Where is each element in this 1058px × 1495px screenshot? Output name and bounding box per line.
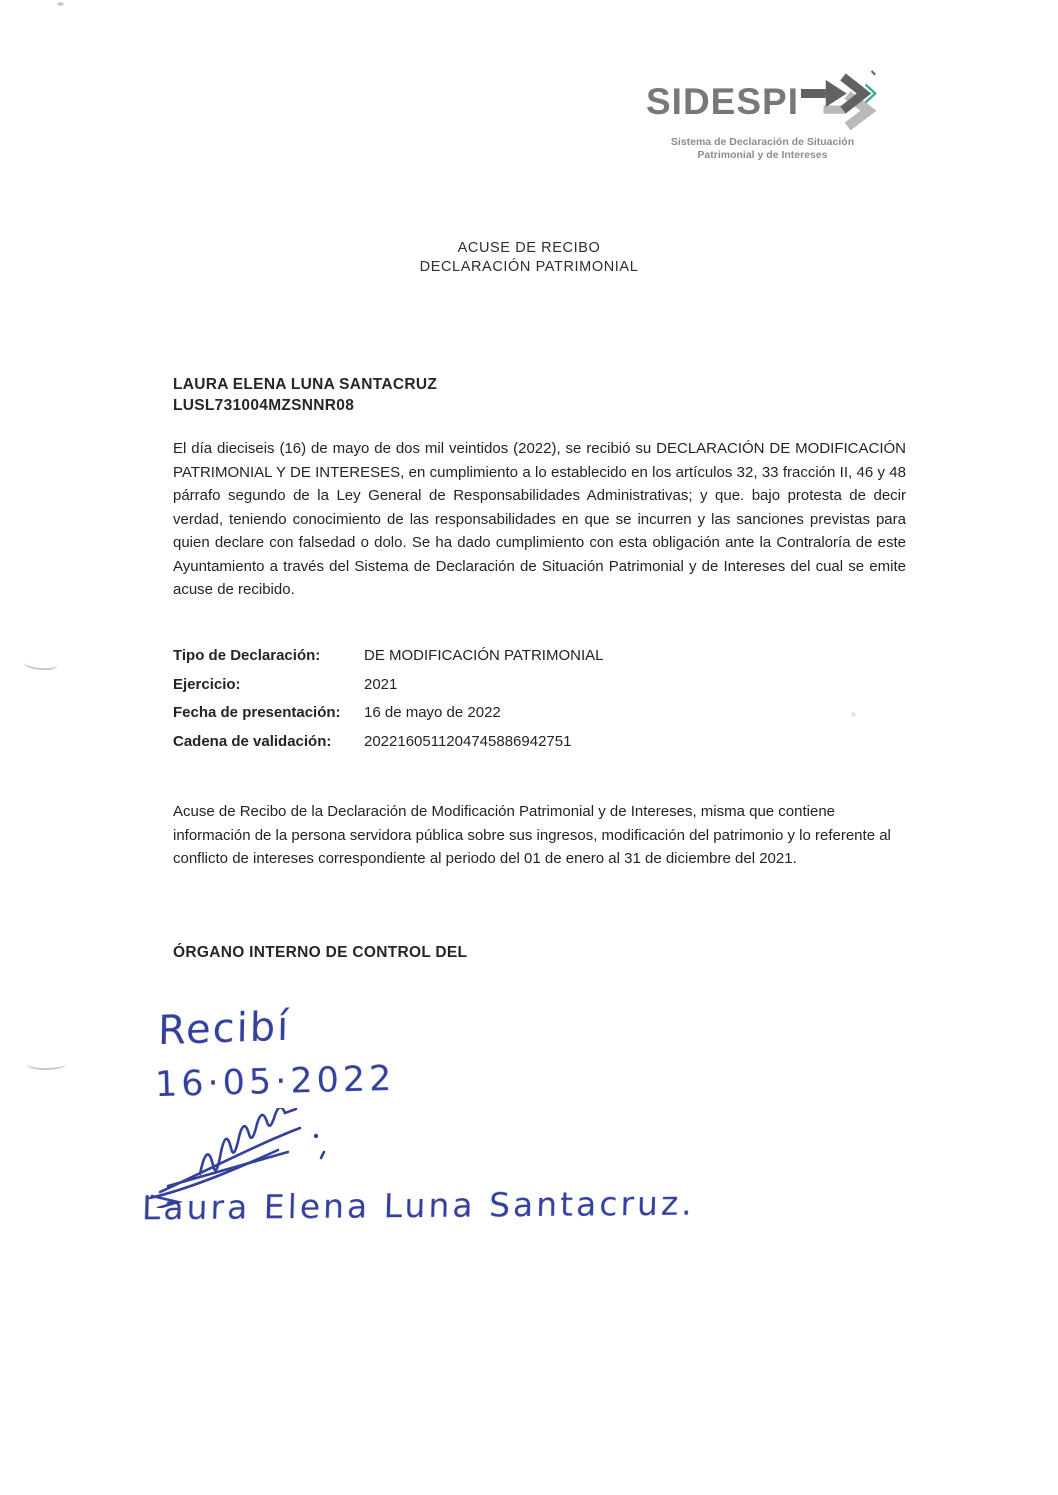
field-label: Ejercicio:	[173, 675, 241, 693]
handwritten-date: 16·05·2022	[154, 1058, 396, 1106]
field-value: DE MODIFICACIÓN PATRIMONIAL	[364, 647, 604, 664]
acuse-description-paragraph: Acuse de Recibo de la Declaración de Modificación Patrimonial y de Intereses, misma que contiene información de la persona servidora pública sobre sus ingresos, modificación del patrimonio y lo referente al conflicto de intereses correspondiente al periodo del 01 de enero al 31 de diciembre del 2021.	[173, 803, 891, 867]
handwritten-received-note: Recibí	[157, 1003, 291, 1055]
sidespi-logo-wordmark: SIDESPI	[646, 80, 799, 122]
field-value: 2022160511204745886942751	[364, 732, 572, 750]
sidespi-arrow-icon	[801, 68, 879, 134]
receipt-paragraph: El día dieciseis (16) de mayo de dos mil veintidos (2022), se recibió su DECLARACIÓN DE MODIFICACIÓN PATRIMONIAL Y DE INTERESES, en cumplimiento a lo establecido en los artículos 32, 33 fracción II, 46 y 48 párrafo segundo de la Ley General de Responsabilidades Administrativas; y que. bajo protesta de decir verdad, teniendo conocimiento de las responsabilidades en que se incurren y las sanciones previstas para quien declare con falsedad o dolo. Se ha dado cumplimiento con esta obligación ante la Contraloría de este Ayuntamiento a través del Sistema de Declaración de Situación Patrimonial y de Intereses del cual se emite acuse de recibido.	[173, 440, 906, 598]
organo-interno-heading: ÓRGANO INTERNO DE CONTROL DEL	[173, 944, 468, 961]
field-tipo-declaracion	[173, 645, 823, 667]
scan-speck	[57, 2, 64, 6]
sidespi-tagline-line2: Patrimonial y de Intereses	[697, 148, 828, 161]
handwritten-name: Laura Elena Luna Santacruz.	[141, 1183, 696, 1228]
declarant-name: LAURA ELENA LUNA SANTACRUZ	[173, 376, 438, 393]
field-label: Tipo de Declaración:	[173, 647, 321, 664]
field-label: Fecha de presentación:	[173, 704, 341, 721]
sidespi-tagline-line1: Sistema de Declaración de Situación	[670, 136, 855, 148]
document-title-line1: ACUSE DE RECIBO	[457, 240, 601, 256]
scan-artifact-arc	[26, 1058, 66, 1070]
field-ejercicio	[173, 674, 823, 696]
document-title-line2: DECLARACIÓN PATRIMONIAL	[419, 259, 639, 275]
declaration-summary-fields	[173, 645, 823, 759]
declarant-curp: LUSL731004MZSNNR08	[173, 396, 355, 414]
field-value: 16 de mayo de 2022	[364, 704, 501, 721]
field-value: 2021	[364, 675, 398, 693]
sidespi-logo	[646, 68, 875, 161]
declarant-block	[173, 375, 437, 416]
field-label: Cadena de validación:	[173, 732, 332, 750]
scan-artifact-arc	[24, 657, 59, 671]
scan-speck	[851, 712, 856, 717]
field-cadena-validacion	[173, 731, 823, 753]
document-title	[0, 239, 1058, 277]
field-fecha-presentacion	[173, 702, 823, 724]
